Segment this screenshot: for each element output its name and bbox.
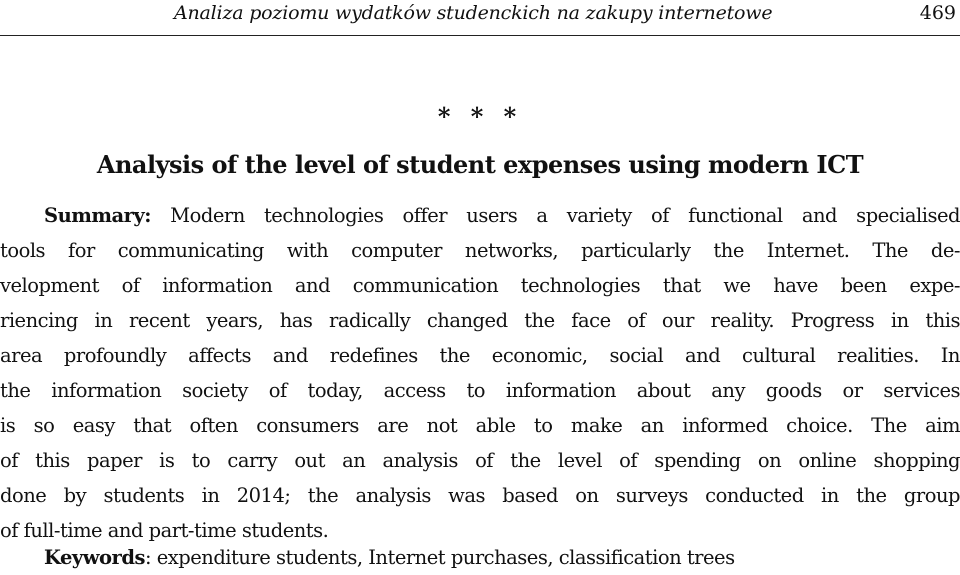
summary-line-9: done by students in 2014; the analysis was based on surveys conducted in the group: [0, 484, 960, 507]
abstract-line: [0, 233, 960, 268]
abstract-line: [0, 198, 960, 233]
summary-line-4: riencing in recent years, has radically changed the face of our reality. Progress in this: [0, 309, 960, 332]
abstract-line: [0, 338, 960, 373]
summary-line-8: of this paper is to carry out an analysis of the level of spending on online shopping: [0, 449, 960, 472]
page-number: 469: [919, 2, 956, 24]
summary-line-7: is so easy that often consumers are not able to make an informed choice. The aim: [0, 414, 960, 437]
section-separator: * * *: [437, 102, 523, 131]
abstract-line: [0, 408, 960, 443]
summary-line-5: area profoundly affects and redefines the economic, social and cultural realities. In: [0, 344, 960, 367]
abstract-line: [0, 478, 960, 513]
running-title: Analiza poziomu wydatków studenckich na zakupy internetowe: [174, 2, 773, 24]
abstract-line: [0, 268, 960, 303]
keywords: [44, 543, 735, 573]
abstract: [0, 198, 960, 548]
summary-line-3: velopment of information and communication technologies that we have been expe-: [0, 274, 960, 297]
abstract-line: [0, 303, 960, 338]
keywords-label: Keywords: [44, 546, 145, 569]
summary-label: Summary:: [44, 204, 151, 227]
summary-line-6: the information society of today, access to information about any goods or services: [0, 379, 960, 402]
keywords-text: : expenditure students, Internet purchases, classification trees: [144, 546, 735, 569]
summary-line-1: Modern technologies offer users a variety of functional and specialised: [170, 204, 960, 227]
summary-line-10: of full-time and part-time students.: [0, 519, 329, 542]
abstract-line: [0, 443, 960, 478]
running-header: [0, 0, 960, 36]
article-title: Analysis of the level of student expenses using modern ICT: [96, 150, 864, 179]
summary-line-2: tools for communicating with computer networks, particularly the Internet. The de-: [0, 239, 960, 262]
abstract-line: [0, 373, 960, 408]
